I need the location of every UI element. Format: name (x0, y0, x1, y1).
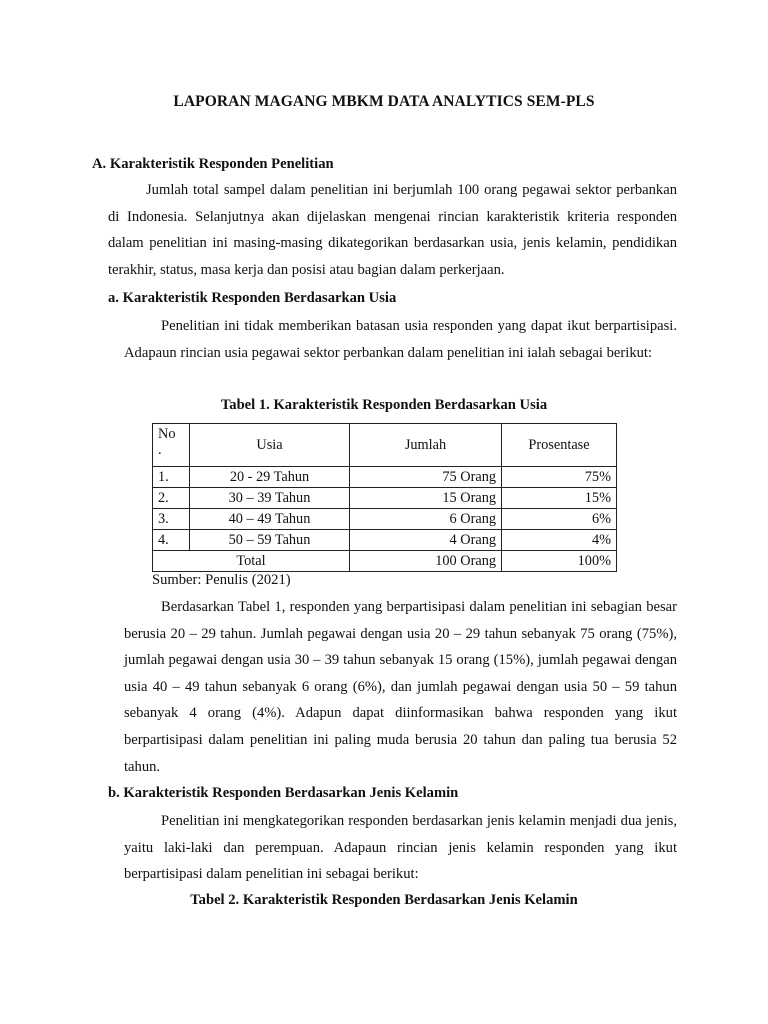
subsection-b-paragraph: Penelitian ini mengkategorikan responden berdasarkan jenis kelamin menjadi dua jenis, yaitu laki-laki dan perempuan. Adapaun rincian jenis kelamin responden yang ikut berpartisipasi dalam penelitian ini sebagai berikut: (124, 813, 677, 883)
cell-jumlah: 75 Orang (350, 467, 502, 488)
table-1-caption: Tabel 1. Karakteristik Responden Berdasarkan Usia (220, 397, 548, 413)
total-label: Total (153, 551, 350, 572)
table-row (153, 530, 617, 551)
cell-jumlah: 4 Orang (350, 530, 502, 551)
cell-prosentase: 75% (502, 467, 617, 488)
cell-usia: 50 – 59 Tahun (190, 530, 350, 551)
header-no (153, 424, 190, 467)
table-1-source: Sumber: Penulis (2021) (152, 572, 291, 588)
cell-usia: 20 - 29 Tahun (190, 467, 350, 488)
subsection-a-heading: a. Karakteristik Responden Berdasarkan Usia (108, 290, 397, 306)
table-1 (152, 423, 617, 572)
cell-prosentase: 15% (502, 488, 617, 509)
subsection-a-paragraph: Penelitian ini tidak memberikan batasan usia responden yang dapat ikut berpartisipasi. Adapaun rincian usia pegawai sektor perbankan dalam penelitian ini ialah sebagai berikut: (124, 318, 677, 361)
table-row (153, 467, 617, 488)
table-total-row (153, 551, 617, 572)
subsection-b-heading: b. Karakteristik Responden Berdasarkan Jenis Kelamin (108, 785, 459, 801)
header-prosentase: Prosentase (502, 424, 617, 467)
section-a-heading: A. Karakteristik Responden Penelitian (92, 156, 334, 172)
document-title: LAPORAN MAGANG MBKM DATA ANALYTICS SEM-PLS (173, 93, 595, 110)
cell-prosentase: 6% (502, 509, 617, 530)
cell-prosentase: 4% (502, 530, 617, 551)
cell-usia: 40 – 49 Tahun (190, 509, 350, 530)
table-2-caption: Tabel 2. Karakteristik Responden Berdasarkan Jenis Kelamin (190, 892, 578, 908)
table-row (153, 509, 617, 530)
header-usia: Usia (190, 424, 350, 467)
cell-jumlah: 6 Orang (350, 509, 502, 530)
total-jumlah: 100 Orang (350, 551, 502, 572)
cell-no: 3. (153, 509, 190, 530)
cell-usia: 30 – 39 Tahun (190, 488, 350, 509)
header-no-dot: . (158, 442, 162, 458)
cell-jumlah: 15 Orang (350, 488, 502, 509)
table-row (153, 488, 617, 509)
section-a-paragraph: Jumlah total sampel dalam penelitian ini berjumlah 100 orang pegawai sektor perbankan di Indonesia. Selanjutnya akan dijelaskan mengenai rincian karakteristik kriteria responden dalam penelitian ini masing-masing dikategorikan berdasarkan usia, jenis kelamin, pendidikan terakhir, status, masa kerja dan posisi atau bagian dalam perkerjaan. (108, 182, 677, 278)
table-header-row (153, 424, 617, 467)
header-no-label: No (158, 426, 176, 442)
total-prosentase: 100% (502, 551, 617, 572)
table-1-analysis: Berdasarkan Tabel 1, responden yang berpartisipasi dalam penelitian ini sebagian besar berusia 20 – 29 tahun. Jumlah pegawai dengan usia 20 – 29 tahun sebanyak 75 orang (75%), jumlah pegawai dengan usia 30 – 39 tahun sebanyak 15 orang (15%), jumlah pegawai dengan usia 40 – 49 tahun sebanyak 6 orang (6%), dan jumlah pegawai dengan usia 50 – 59 tahun sebanyak 4 orang (4%). Adapun dapat diinformasikan bahwa responden yang ikut berpartisipasi dalam penelitian ini paling muda berusia 20 tahun dan paling tua berusia 52 tahun. (124, 599, 677, 775)
cell-no: 4. (153, 530, 190, 551)
cell-no: 1. (153, 467, 190, 488)
cell-no: 2. (153, 488, 190, 509)
header-jumlah: Jumlah (350, 424, 502, 467)
